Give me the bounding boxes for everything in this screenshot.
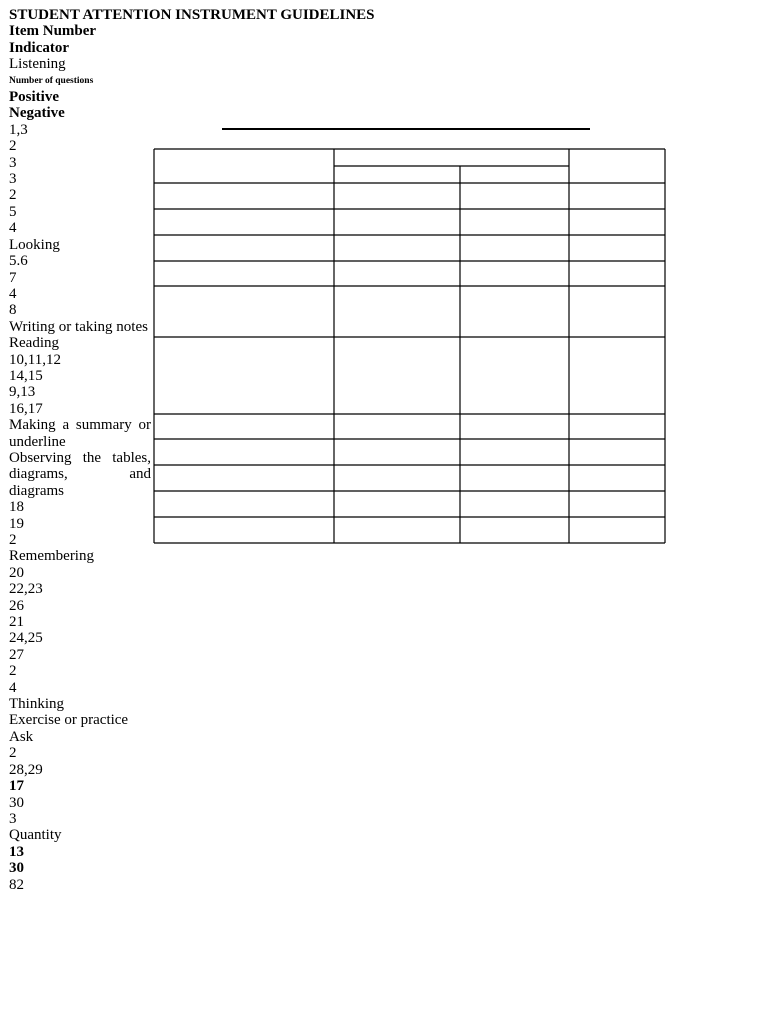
text-line: Observing the tables, diagrams, and diagrams: [9, 449, 151, 499]
text-line: 18: [9, 499, 24, 516]
text-line: 5.6: [9, 253, 28, 270]
text-line: Ask: [9, 728, 34, 745]
text-line: Positive: [9, 89, 59, 106]
text-line: 30: [9, 794, 24, 811]
text-line: Writing or taking notes: [9, 318, 148, 335]
text-line: 28,29: [9, 761, 43, 778]
text-line: 2: [9, 663, 17, 680]
text-line: 16,17: [9, 400, 43, 417]
text-line: Exercise or practice: [9, 712, 129, 729]
text-line: 3: [9, 171, 17, 188]
text-line: Remembering: [9, 548, 94, 565]
text-line: Looking: [9, 236, 60, 253]
text-line: 2: [9, 745, 17, 762]
text-line: Reading: [9, 335, 59, 352]
text-line: Quantity: [9, 827, 62, 844]
text-line: Indicator: [9, 39, 69, 56]
text-line: 10,11,12: [9, 351, 61, 368]
text-line: 1,3: [9, 121, 28, 138]
text-line: 2: [9, 187, 17, 204]
text-line: Negative: [9, 105, 65, 122]
text-line: 21: [9, 614, 24, 631]
text-line: 24,25: [9, 630, 43, 647]
text-line: Thinking: [9, 696, 64, 713]
text-line: 82: [9, 876, 24, 893]
text-line: 2: [9, 138, 17, 155]
text-line: 7: [9, 269, 17, 286]
text-line: 20: [9, 564, 24, 581]
text-line: 9,13: [9, 384, 36, 401]
text-line: 4: [9, 220, 17, 237]
text-line: Number of questions: [9, 75, 94, 86]
text-line: Making a summary or underline: [9, 417, 151, 450]
text-line: 5: [9, 203, 17, 220]
text-line: 2: [9, 532, 17, 548]
text-line: 26: [9, 597, 24, 614]
text-line: 4: [9, 285, 17, 302]
text-line: 14,15: [9, 367, 43, 384]
text-line: 4: [9, 679, 17, 696]
text-line: Listening: [9, 56, 66, 73]
text-line: 27: [9, 646, 24, 663]
text-line: 17: [9, 778, 24, 795]
text-line: 22,23: [9, 581, 43, 598]
text-line: Item Number: [9, 23, 97, 40]
text-line: 19: [9, 515, 24, 532]
text-line: 30: [9, 860, 24, 877]
text-line: 13: [9, 843, 24, 860]
text-line: 3: [9, 810, 17, 827]
document-title: STUDENT ATTENTION INSTRUMENT GUIDELINES: [9, 7, 375, 23]
text-line: 8: [9, 302, 17, 319]
text-line: 3: [9, 154, 17, 171]
